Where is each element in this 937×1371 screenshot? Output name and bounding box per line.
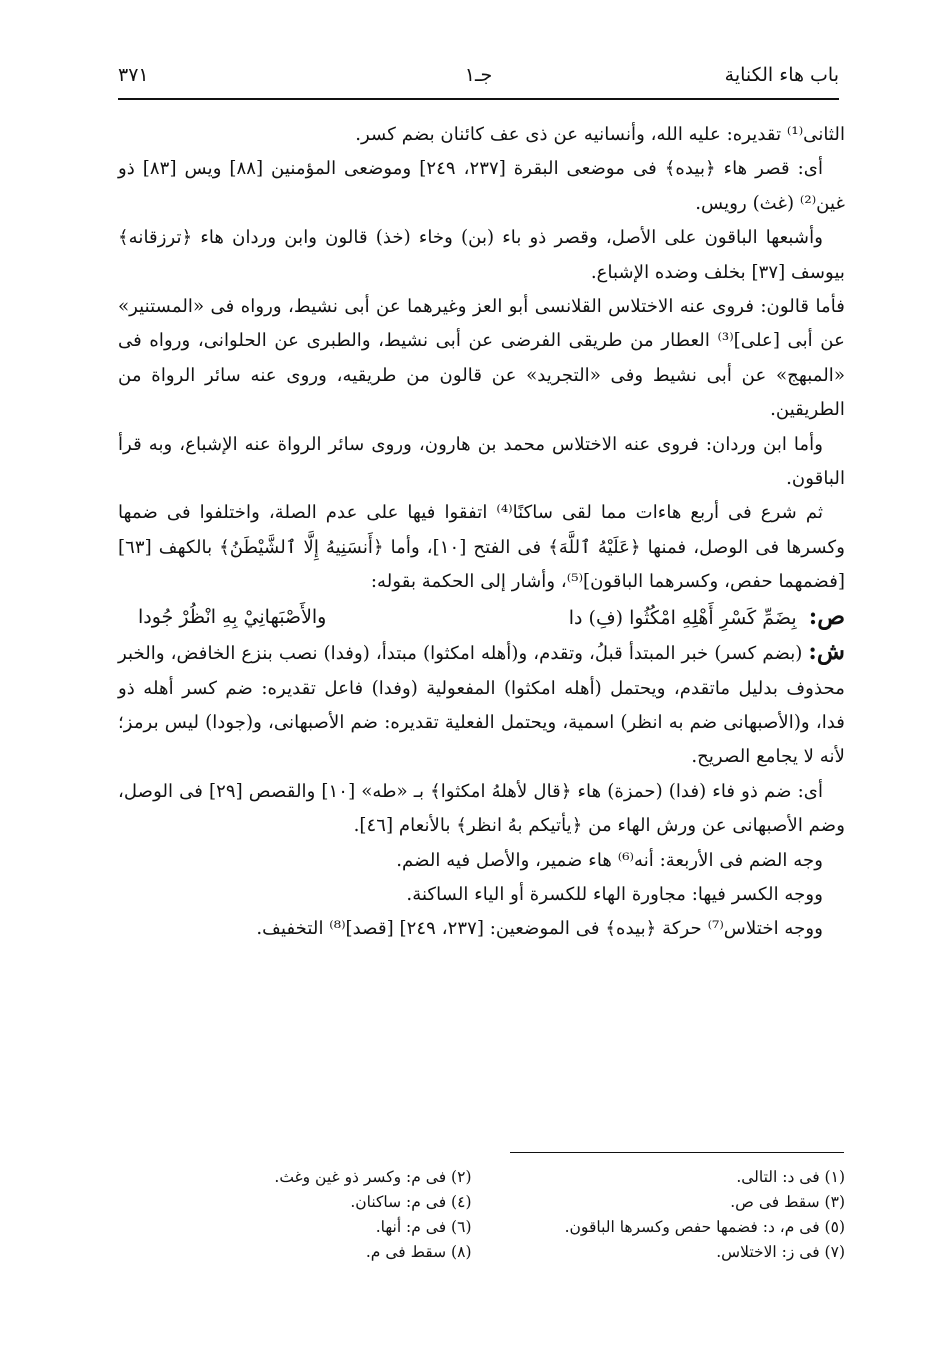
page-number: ٣٧١ [118, 64, 149, 86]
paragraph: وأما ابن وردان: فروى عنه الاختلاس محمد بن هارون، وروى سائر الرواة عنه الإشباع، وبه قرأ الباقون. [118, 433, 845, 490]
verse-hemistich-2: والأَصْبَهانِيْ بِهِ انْظُرْ جُودا [138, 605, 327, 628]
footnote-divider [510, 1152, 844, 1153]
footnote-1: (١) فى د: التالى. [736, 1168, 845, 1186]
paragraph: ثم شرع فى أربع هاءات مما لقى ساكنًا⁽⁴⁾ اتفقوا فيها على عدم الصلة، واختلفوا فى ضمها وكسرها فى الوصل، فمنها ﴿عَلَيْهُ ٱللَّهَ﴾ فى الفتح [١٠]، وأما ﴿أَنسَنِيهُ إِلَّا ٱلشَّيْطَنُ﴾ بالكهف [٦٣] [فضمهما حفص، وكسرهما الباقون]⁽⁵⁾، وأشار إلى الحكمة بقوله: [118, 502, 846, 593]
paragraph: ووجه الكسر فيها: مجاورة الهاء للكسرة أو الياء الساكنة. [406, 883, 823, 905]
paragraph: فأما قالون: فروى عنه الاختلاس القلانسى أبو العز وغيرهما عن أبى نشيط، ورواه فى «المستنير» عن أبى [على]⁽³⁾ العطار من طريقى الفرضى عن أبى نشيط، والطبرى عن الحلوانى، ورواه فى «المبهج» عن أبى نشيط وفى «التجريد» عن قالون من طريقيه، وروى عنه سائر الرواة من الطريقين. [118, 296, 845, 421]
footnote-7: (٧) فى ز: الاختلاس. [716, 1243, 845, 1261]
footnotes [118, 1165, 845, 1265]
poem-verse [118, 600, 845, 635]
footnote-4: (٤) فى م: ساكنان. [350, 1193, 472, 1211]
paragraph: أى: ضم ذو فاء (فدا) (حمزة) هاء ﴿قال لأهلهُ امكثوا﴾ بـ «طه» [١٠] والقصص [٢٩] فى الوصل، وضم الأصبهانى عن ورش الهاء من ﴿يأتيكم بهُ انظر﴾ بالأنعام [٤٦]. [118, 780, 845, 837]
paragraph: الثانى⁽¹⁾ تقديره: عليه الله، وأنسانيه عن ذى عف كائنان بضم كسر. [355, 124, 845, 145]
verse-first-half [569, 600, 845, 635]
footnote-2: (٢) فى م: وكسر ذو غين وغث. [274, 1168, 472, 1186]
paragraph: ووجه اختلاس⁽⁷⁾ حركة ﴿بيده﴾ فى الموضعين: [٢٣٧، ٢٤٩] [قصد]⁽⁸⁾ التخفيف. [256, 918, 823, 940]
footnote-3: (٣) سقط فى ص. [730, 1193, 845, 1211]
commentary-paragraph [118, 635, 845, 775]
footnote-5: (٥) فى م، د: فضمها حفص وكسرها الباقون. [564, 1218, 845, 1236]
verse-hemistich-1: بِضَمِّ كَسْرِ أَهْلِهِ امْكُثُوا (فِ) دا [568, 606, 797, 629]
commentary-mark: ش: [808, 638, 845, 666]
volume-label: جـ١ [464, 64, 493, 86]
chapter-title: باب هاء الكناية [724, 64, 839, 86]
paragraph: أى: قصر هاء ﴿بيده﴾ فى موضعى البقرة [٢٣٧، ٢٤٩] وموضعى المؤمنين [٨٨] ويس [٨٣] ذو غين⁽²⁾ (غث) رويس. [118, 158, 845, 214]
paragraph: وأشبعها الباقون على الأصل، وقصر ذو باء (بن) وخاء (خذ) قالون وابن وردان هاء ﴿ترزقانه﴾ بيوسف [٣٧] بخلف وضده الإشباع. [118, 227, 845, 283]
verse-mark: ص: [808, 602, 845, 630]
footnote-6: (٦) فى م: أنها. [375, 1218, 472, 1236]
main-text [118, 118, 845, 947]
commentary-text: (بضم كسر) خبر المبتدأ قبلُ، وتقدم، و(أهله امكثوا) مبتدأ، (وفدا) نصب بنزع الخافض، والخبر محذوف بدليل ماتقدم، ويحتمل (أهله امكثوا) المفعولية (وفدا) فاعل تقديره: ضم كسر أهله ذو فدا، و(الأصبهانى ضم به انظر) اسمية، ويحتمل الفعلية تقديره: ضم الأصبهانى، و(جودا) ليس برمز؛ لأنه لا يجامع الصريح. [118, 643, 845, 768]
running-header [118, 58, 839, 100]
paragraph: وجه الضم فى الأربعة: أنه⁽⁶⁾ هاء ضمير، والأصل فيه الضم. [396, 849, 823, 871]
footnote-8: (٨) سقط فى م. [365, 1243, 472, 1261]
